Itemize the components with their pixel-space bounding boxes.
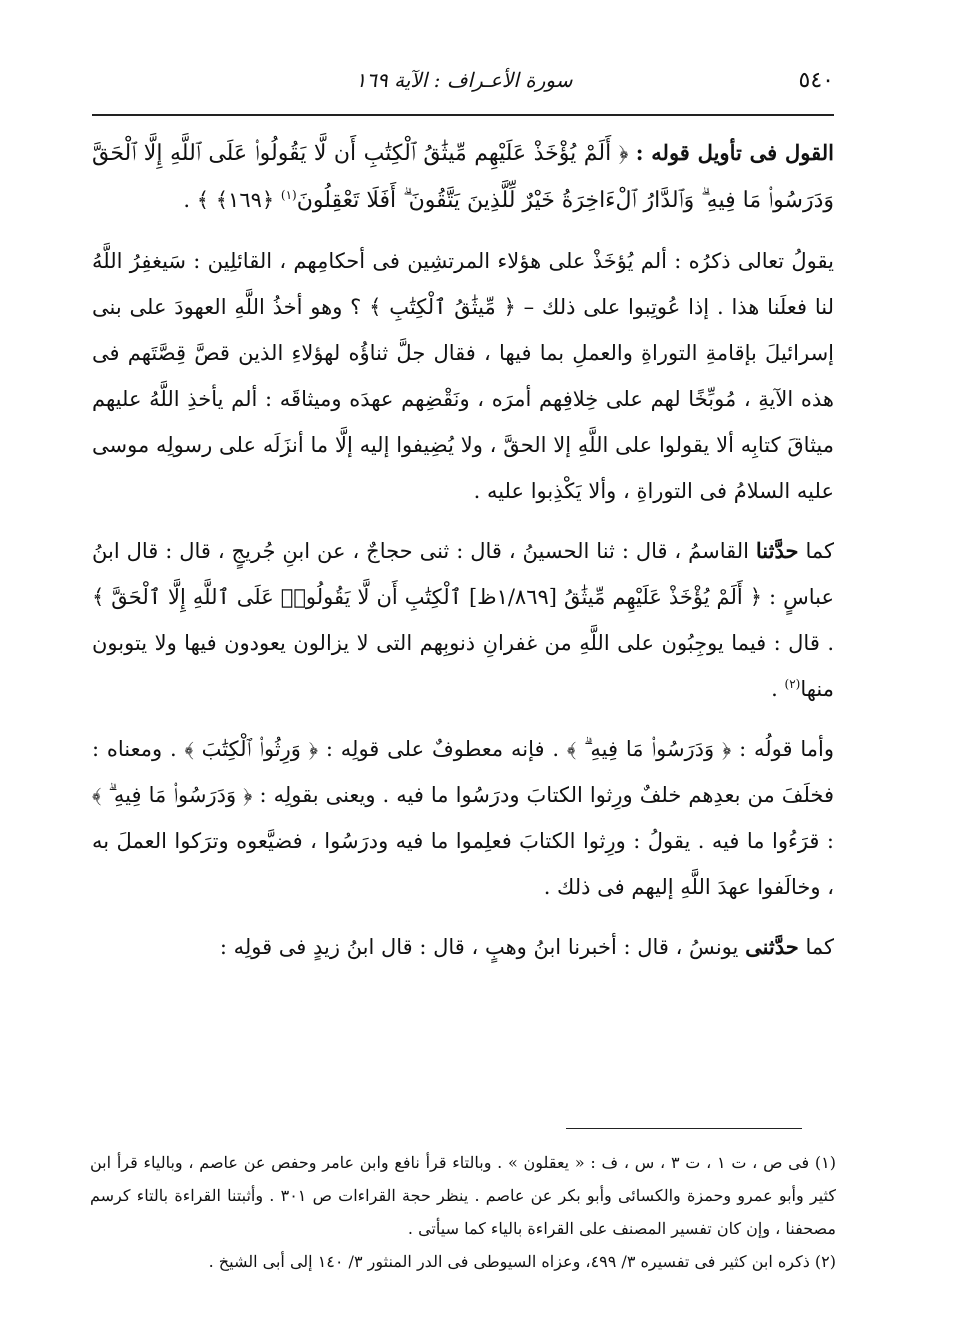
narration-prefix: كما (805, 935, 834, 959)
narration-prefix: كما (805, 539, 834, 563)
page-number: ٥٤٠ (798, 68, 834, 93)
footnotes (90, 1146, 836, 1278)
narration-text: يونسُ ، قال : أخبرنا ابنُ وهبٍ ، قال : قال ابنُ زيدٍ فى قولِه : (219, 935, 739, 959)
paragraph-explanation: وأما قولُه : ﴿ وَدَرَسُوا۟ مَا فِيهِ ۗ ﴾ . فإنه معطوفٌ على قولِه : ﴿ وَرِثُوا۟ ٱلْكِتَٰبَ ﴾ . ومعناه : فخلَفَ من بعدِهم خلفٌ ورِثوا الكتابَ ودرَسُوا ما فيه . ويعنى بقولِه : ﴿ وَدَرَسُوا۟ مَا فِيهِ ۗ ﴾ : قرَءُوا ما فيه . يقولُ : ورِثوا الكتابَ فعلِموا ما فيه ودرَسُوا ، فضيَّعوه وترَكوا العملَ به ، وخالَفوا عهدَ اللَّهِ إليهم فى ذلك . (92, 737, 834, 899)
header-rule (92, 114, 834, 116)
footnote-ref-2: (٢) (784, 677, 801, 691)
paragraph-narration-2 (92, 924, 834, 970)
narration-keyword: حدَّثنى (745, 934, 799, 959)
footnote-1: (١) فى ص ، ت ١ ، ت ٣ ، س ، ف : « يعقلون » . وبالتاء قرأ نافع وابن عامر وحفص عن عاصم ، وبالياء قرأ ابن كثير وأبو عمرو وحمزة والكسائى وأبو بكر عن عاصم . ينظر حجة القراءات ص ٣٠١ . وأثبتنا القراءة بالتاء كرسم مصحفنا ، وإن كان تفسير المصنف على القراءة بالياء كما سيأتى . (90, 1153, 837, 1238)
narration-end: . (771, 677, 778, 701)
page-header (94, 66, 834, 106)
narration-keyword: حدَّثنا (755, 538, 799, 563)
quran-verse: ﴿ أَلَمْ يُؤْخَذْ عَلَيْهِم مِّيثَٰقُ ٱلْكِتَٰبِ أَن لَّا يَقُولُوا۟ عَلَى ٱللَّهِ إِلَّا ٱلْحَقَّ وَدَرَسُوا۟ مَا فِيهِ ۗ وَٱلدَّارُ ٱلْءَاخِرَةُ خَيْرٌ لِّلَّذِينَ يَتَّقُونَ ۗ أَفَلَا تَعْقِلُونَ (92, 141, 834, 213)
footnote-2: (٢) ذكره ابن كثير فى تفسيره ٣/ ٤٩٩، وعزاه السيوطى فى الدر المنثور ٣/ ١٤٠ إلى أبى الشيخ . (208, 1252, 836, 1271)
paragraph-verse-heading (92, 130, 834, 224)
paragraph-narration-1 (92, 528, 834, 712)
footnote-rule (566, 1128, 802, 1129)
section-heading: القول فى تأويل قوله : (635, 140, 834, 165)
verse-number: ﴿١٦٩﴾ ﴾ . (183, 188, 275, 212)
footnote-ref-1: (١) (280, 188, 297, 202)
main-text (92, 130, 834, 984)
running-title: سورة الأعـراف : الآية ١٦٩ (355, 68, 573, 92)
paragraph-commentary: يقولُ تعالى ذكرُه : ألم يُؤخَذْ على هؤلاء المرتشِين فى أحكامِهم ، القائلِين : سَيغفِرُ اللَّهُ لنا فعلَنا هذا . إذا عُوتِبوا على ذلك – ﴿ مِّيثَٰقُ ٱلْكِتَٰبِ ﴾ ؟ وهو أخذُ اللَّهِ العهودَ على بنى إسرائيلَ بإقامةِ التوراةِ والعملِ بما فيها ، فقال جلَّ ثناؤُه لهؤلاءِ الذين قصَّ قِصَّتَهم فى هذه الآيةِ ، مُوبِّخًا لهم على خِلافِهم أمرَه ، ونَقْضِهم عهدَه وميثاقَه : ألم يأخذِ اللَّهُ عليهم ميثاقَ كتابِه ألا يقولوا على اللَّهِ إلا الحقَّ ، ولا يُضِيفوا إليه إلَّا ما أنزَلَه على رسولِه موسى عليه السلامُ فى التوراةِ ، وألا يَكْذِبوا عليه . (92, 249, 834, 503)
narration-text: القاسمُ ، قال : ثنا الحسينُ ، قال : ثنى حجاجٌ ، عن ابنِ جُريجٍ ، قال : قال ابنُ عباسٍ : ﴿ أَلَمْ يُؤْخَذْ عَلَيْهِم مِّيثَٰقُ [١/٨٦٩ظ] ٱلْكِتَٰبِ أَن لَّا يَقُولُوا۟ عَلَى ٱللَّهِ إِلَّا ٱلْحَقَّ ﴾ . قال : فيما يوجِبُون على اللَّهِ من غفرانِ ذنوبِهم التى لا يزالون يعودون فيها ولا يتوبون منها (92, 539, 834, 701)
